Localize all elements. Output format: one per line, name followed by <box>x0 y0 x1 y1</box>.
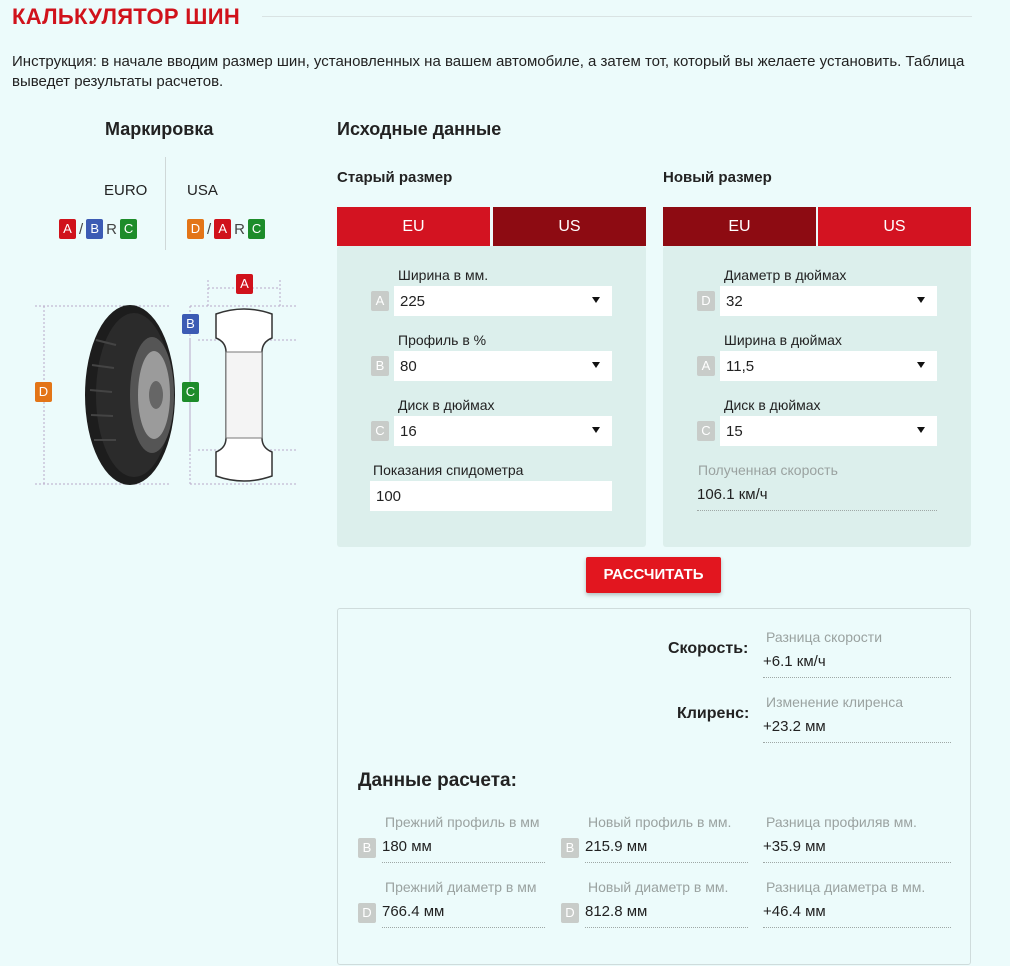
clearance-result-label: Клиренс: <box>677 705 750 722</box>
old-width-select[interactable]: 225 <box>394 286 612 316</box>
resulting-speed-value: 106.1 км/ч <box>697 486 937 511</box>
badge-a: A <box>59 219 76 239</box>
chevron-down-icon <box>592 362 600 368</box>
letter-c: C <box>697 421 715 441</box>
calculate-button[interactable]: РАССЧИТАТЬ <box>586 557 721 593</box>
tab-new-eu[interactable]: EU <box>663 207 816 246</box>
old-field-label: Диск в дюймах <box>398 397 495 413</box>
diameter-diff-label: Разница диаметра в мм. <box>766 879 926 895</box>
new-profile-value: 215.9 мм <box>585 838 748 863</box>
tire-diagram <box>30 270 310 490</box>
usa-label: USA <box>187 182 218 199</box>
chevron-down-icon <box>917 362 925 368</box>
speedometer-label: Показания спидометра <box>373 462 524 478</box>
diagram-badge-c: C <box>182 382 199 402</box>
chevron-down-icon <box>917 297 925 303</box>
old-size-heading: Старый размер <box>337 169 453 186</box>
speed-diff-value: +6.1 км/ч <box>763 653 951 678</box>
badge-b: B <box>86 219 103 239</box>
old-diameter-value: 766.4 мм <box>382 903 545 928</box>
old-field-label: Профиль в % <box>398 332 487 348</box>
chevron-down-icon <box>592 297 600 303</box>
tab-old-us[interactable]: US <box>493 207 646 246</box>
letter-a: A <box>371 291 389 311</box>
new-field-label: Ширина в дюймах <box>724 332 842 348</box>
badge-c: C <box>248 219 265 239</box>
chevron-down-icon <box>592 427 600 433</box>
resulting-speed-label: Полученная скорость <box>698 462 838 478</box>
old-profile-value: 180 мм <box>382 838 545 863</box>
title-divider <box>262 16 972 17</box>
marking-divider <box>165 157 166 250</box>
letter-b: B <box>371 356 389 376</box>
source-heading: Исходные данные <box>337 119 502 139</box>
page-title: КАЛЬКУЛЯТОР ШИН <box>12 4 241 29</box>
old-field-label: Ширина в мм. <box>398 267 489 283</box>
euro-code: A / B R C <box>59 219 137 239</box>
letter-c: C <box>371 421 389 441</box>
usa-code: D / A R C <box>187 219 265 239</box>
tab-new-us[interactable]: US <box>818 207 971 246</box>
speed-diff-label: Разница скорости <box>766 629 883 645</box>
diagram-badge-d: D <box>35 382 52 402</box>
new-field-label: Диск в дюймах <box>724 397 821 413</box>
clearance-change-label: Изменение клиренса <box>766 694 903 710</box>
new-diameter-value: 812.8 мм <box>585 903 748 928</box>
new-width-select[interactable]: 11,5 <box>720 351 937 381</box>
speedometer-input[interactable]: 100 <box>370 481 612 511</box>
badge-d: D <box>187 219 204 239</box>
letter-d: D <box>358 903 376 923</box>
new-diameter-label: Новый диаметр в мм. <box>588 879 729 895</box>
diagram-badge-b: B <box>182 314 199 334</box>
new-diameter-select[interactable]: 32 <box>720 286 937 316</box>
profile-diff-label: Разница профиляв мм. <box>766 814 917 830</box>
euro-label: EURO <box>104 182 148 199</box>
profile-diff-value: +35.9 мм <box>763 838 951 863</box>
speed-result-label: Скорость: <box>668 640 749 657</box>
diagram-badge-a: A <box>236 274 253 294</box>
tab-old-eu[interactable]: EU <box>337 207 490 246</box>
clearance-change-value: +23.2 мм <box>763 718 951 743</box>
old-profile-select[interactable]: 80 <box>394 351 612 381</box>
new-rim-select[interactable]: 15 <box>720 416 937 446</box>
new-field-label: Диаметр в дюймах <box>724 267 847 283</box>
new-profile-label: Новый профиль в мм. <box>588 814 732 830</box>
letter-a: A <box>697 356 715 376</box>
badge-a: A <box>214 219 231 239</box>
badge-c: C <box>120 219 137 239</box>
marking-heading: Маркировка <box>105 119 214 139</box>
old-rim-select[interactable]: 16 <box>394 416 612 446</box>
calc-data-heading: Данные расчета: <box>358 770 517 791</box>
letter-b: B <box>358 838 376 858</box>
new-size-heading: Новый размер <box>663 169 772 186</box>
letter-d: D <box>561 903 579 923</box>
chevron-down-icon <box>917 427 925 433</box>
diameter-diff-value: +46.4 мм <box>763 903 951 928</box>
letter-b: B <box>561 838 579 858</box>
instruction-text: Инструкция: в начале вводим размер шин, установленных на вашем автомобиле, а затем тот, который вы желаете установить. Таблица выведет результаты расчетов. <box>12 53 965 90</box>
letter-d: D <box>697 291 715 311</box>
old-diameter-label: Прежний диаметр в мм <box>385 879 537 895</box>
old-profile-label: Прежний профиль в мм <box>385 814 540 830</box>
